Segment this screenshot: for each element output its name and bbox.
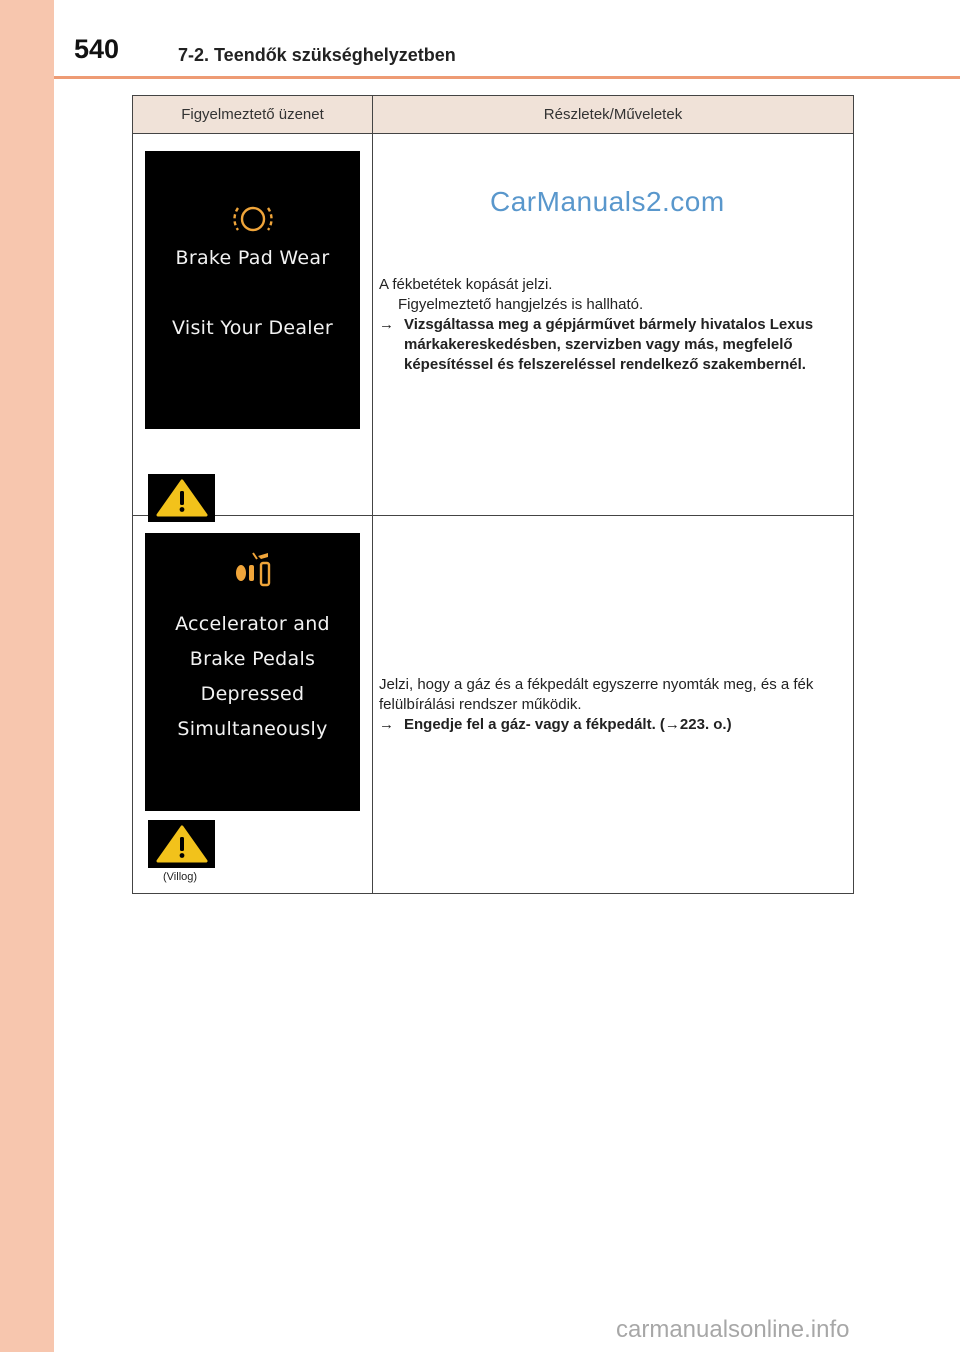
display-line: Brake Pedals (189, 648, 316, 670)
arrow-icon: → (379, 715, 394, 733)
pedal-foot-icon (231, 551, 275, 589)
watermark-bottom: carmanualsonline.info (616, 1316, 850, 1343)
page-header (54, 0, 960, 78)
display-line: Brake Pad Wear (175, 247, 330, 269)
multi-info-display (145, 533, 360, 811)
chapter-title: 7-2. Teendők szükséghelyzetben (178, 45, 456, 65)
detail-text: Jelzi, hogy a gáz és a fékpedált egyszerre nyomták meg, és a fék felülbírálási rendszer működik. (379, 675, 814, 713)
column-header-message: Figyelmeztető üzenet (133, 96, 373, 134)
header-rule (54, 76, 960, 79)
display-line: Accelerator and (175, 613, 330, 635)
display-line: Depressed (200, 683, 305, 705)
message-display-cell (133, 134, 373, 516)
display-caption: (Villog) (163, 871, 198, 883)
detail-text: A fékbetétek kopását jelzi. (379, 275, 553, 293)
page-number: 540 (74, 34, 120, 64)
warning-triangle-icon (156, 824, 208, 864)
action-line (379, 715, 835, 735)
warning-badge (148, 820, 215, 868)
action-text: Vizsgáltassa meg a gépjárművet bármely hivatalos Lexus márkakereskedésben, szervizben vagy más, megfelelő képesítéssel és felszereléssel rendelkező szakembernél. (404, 315, 814, 373)
brake-pad-wear-icon (228, 199, 278, 239)
table-header-row (133, 96, 854, 134)
multi-info-display (145, 151, 360, 429)
action-line (379, 315, 835, 375)
message-display-cell (133, 516, 373, 894)
table-row (133, 516, 854, 894)
action-text: Engedje fel a gáz- vagy a fékpedált. (→223. o.) (404, 715, 732, 733)
details-cell (373, 516, 854, 894)
display-line: Visit Your Dealer (172, 317, 333, 339)
column-header-details: Részletek/Műveletek (373, 96, 854, 134)
arrow-icon: → (379, 315, 394, 333)
side-margin-strip (0, 0, 54, 1352)
warning-triangle-icon (156, 478, 208, 518)
watermark-top: CarManuals2.com (490, 186, 725, 217)
display-line: Simultaneously (177, 718, 328, 740)
detail-extra-text: Figyelmeztető hangjelzés is hallható. (398, 295, 644, 313)
